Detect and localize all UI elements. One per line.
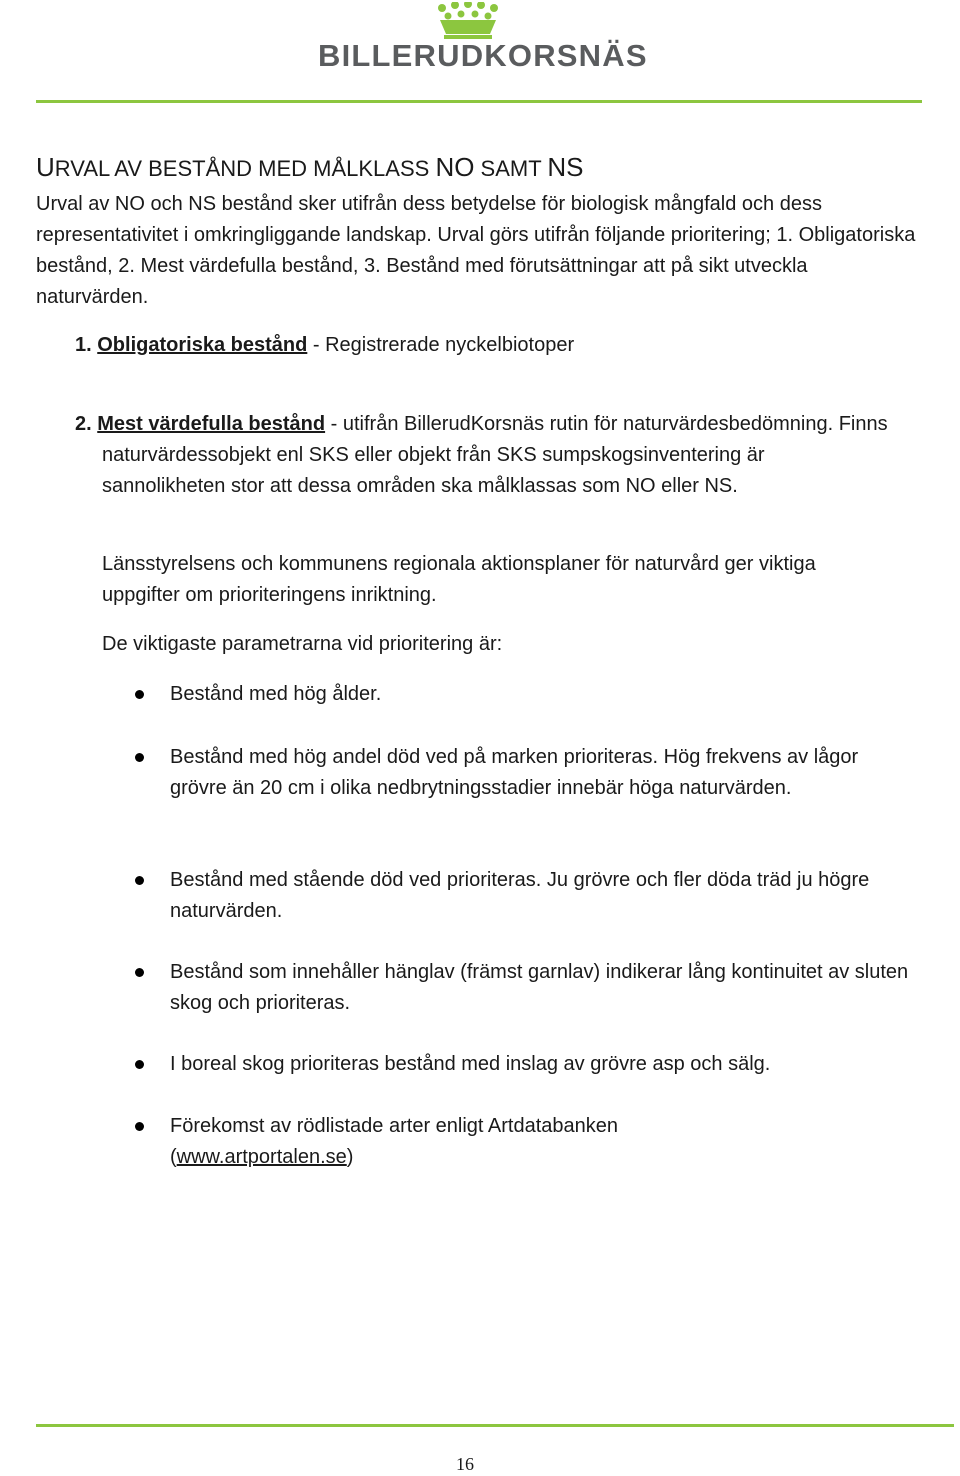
paragraph-parameters-intro: De viktigaste parametrarna vid prioritering är: [102,633,503,655]
bullet-dot [135,968,144,977]
footer-rule [36,1424,954,1427]
bullet-item-redlisted: Förekomst av rödlistade arter enligt Artdatabanken (www.artportalen.se) [170,1115,619,1168]
page-number: 16 [456,1454,474,1474]
bullet-item: Bestånd med hög ålder. [170,683,382,705]
bullet-dot [135,876,144,885]
bullet-dot [135,690,144,699]
priority-item-2-label: Mest värdefulla bestånd [97,413,326,435]
paragraph-action-plans: Länsstyrelsens och kommunens regionala aktionsplaner för naturvård ger viktiga uppgifter om prioriteringens inriktning. [102,553,816,606]
bullet-item: Bestånd med hög andel död ved på marken prioriteras. Hög frekvens av lågor grövre än 20 cm i olika nedbrytningsstadier innebär höga naturvärden. [170,746,859,799]
priority-item-2: 2. Mest värdefulla bestånd - utifrån BillerudKorsnäs rutin för naturvärdesbedömning. Finns naturvärdessobjekt enl SKS eller objekt från SKS sumpskogsinventering är sannolikheten stor att dessa områden ska målklassas som NO eller NS. [75,413,888,497]
brand-name: BILLERUDKORSNÄS [318,38,648,73]
bullet-dot [135,753,144,762]
bullet-item: Bestånd med stående död ved prioriteras. Ju grövre och fler döda träd ju högre naturvärden. [170,869,870,922]
crown-icon [430,2,506,40]
priority-item-1-label: Obligatoriska bestånd [97,334,308,356]
bullet-item: Bestånd som innehåller hänglav (främst garnlav) indikerar lång kontinuitet av sluten skog och prioriteras. [170,961,909,1014]
artportalen-link[interactable]: www.artportalen.se [176,1146,347,1168]
bullet-dot [135,1060,144,1069]
section-heading: URVAL AV BESTÅND MED MÅLKLASS NO SAMT NS [36,152,584,182]
bullet-item: I boreal skog prioriteras bestånd med inslag av grövre asp och sälg. [170,1053,771,1075]
header-rule [36,100,922,103]
company-logo [318,2,648,74]
intro-paragraph: Urval av NO och NS bestånd sker utifrån dess betydelse för biologisk mångfald och dess representativitet i omkringliggande landskap. Urval görs utifrån följande prioritering; 1. Obligatoriska bestånd, 2. Mest värdefulla bestånd, 3. Bestånd med förutsättningar att på sikt utveckla naturvärden. [36,193,916,308]
priority-item-1: 1. Obligatoriska bestånd - Registrerade nyckelbiotoper [75,334,575,356]
bullet-dot [135,1122,144,1131]
